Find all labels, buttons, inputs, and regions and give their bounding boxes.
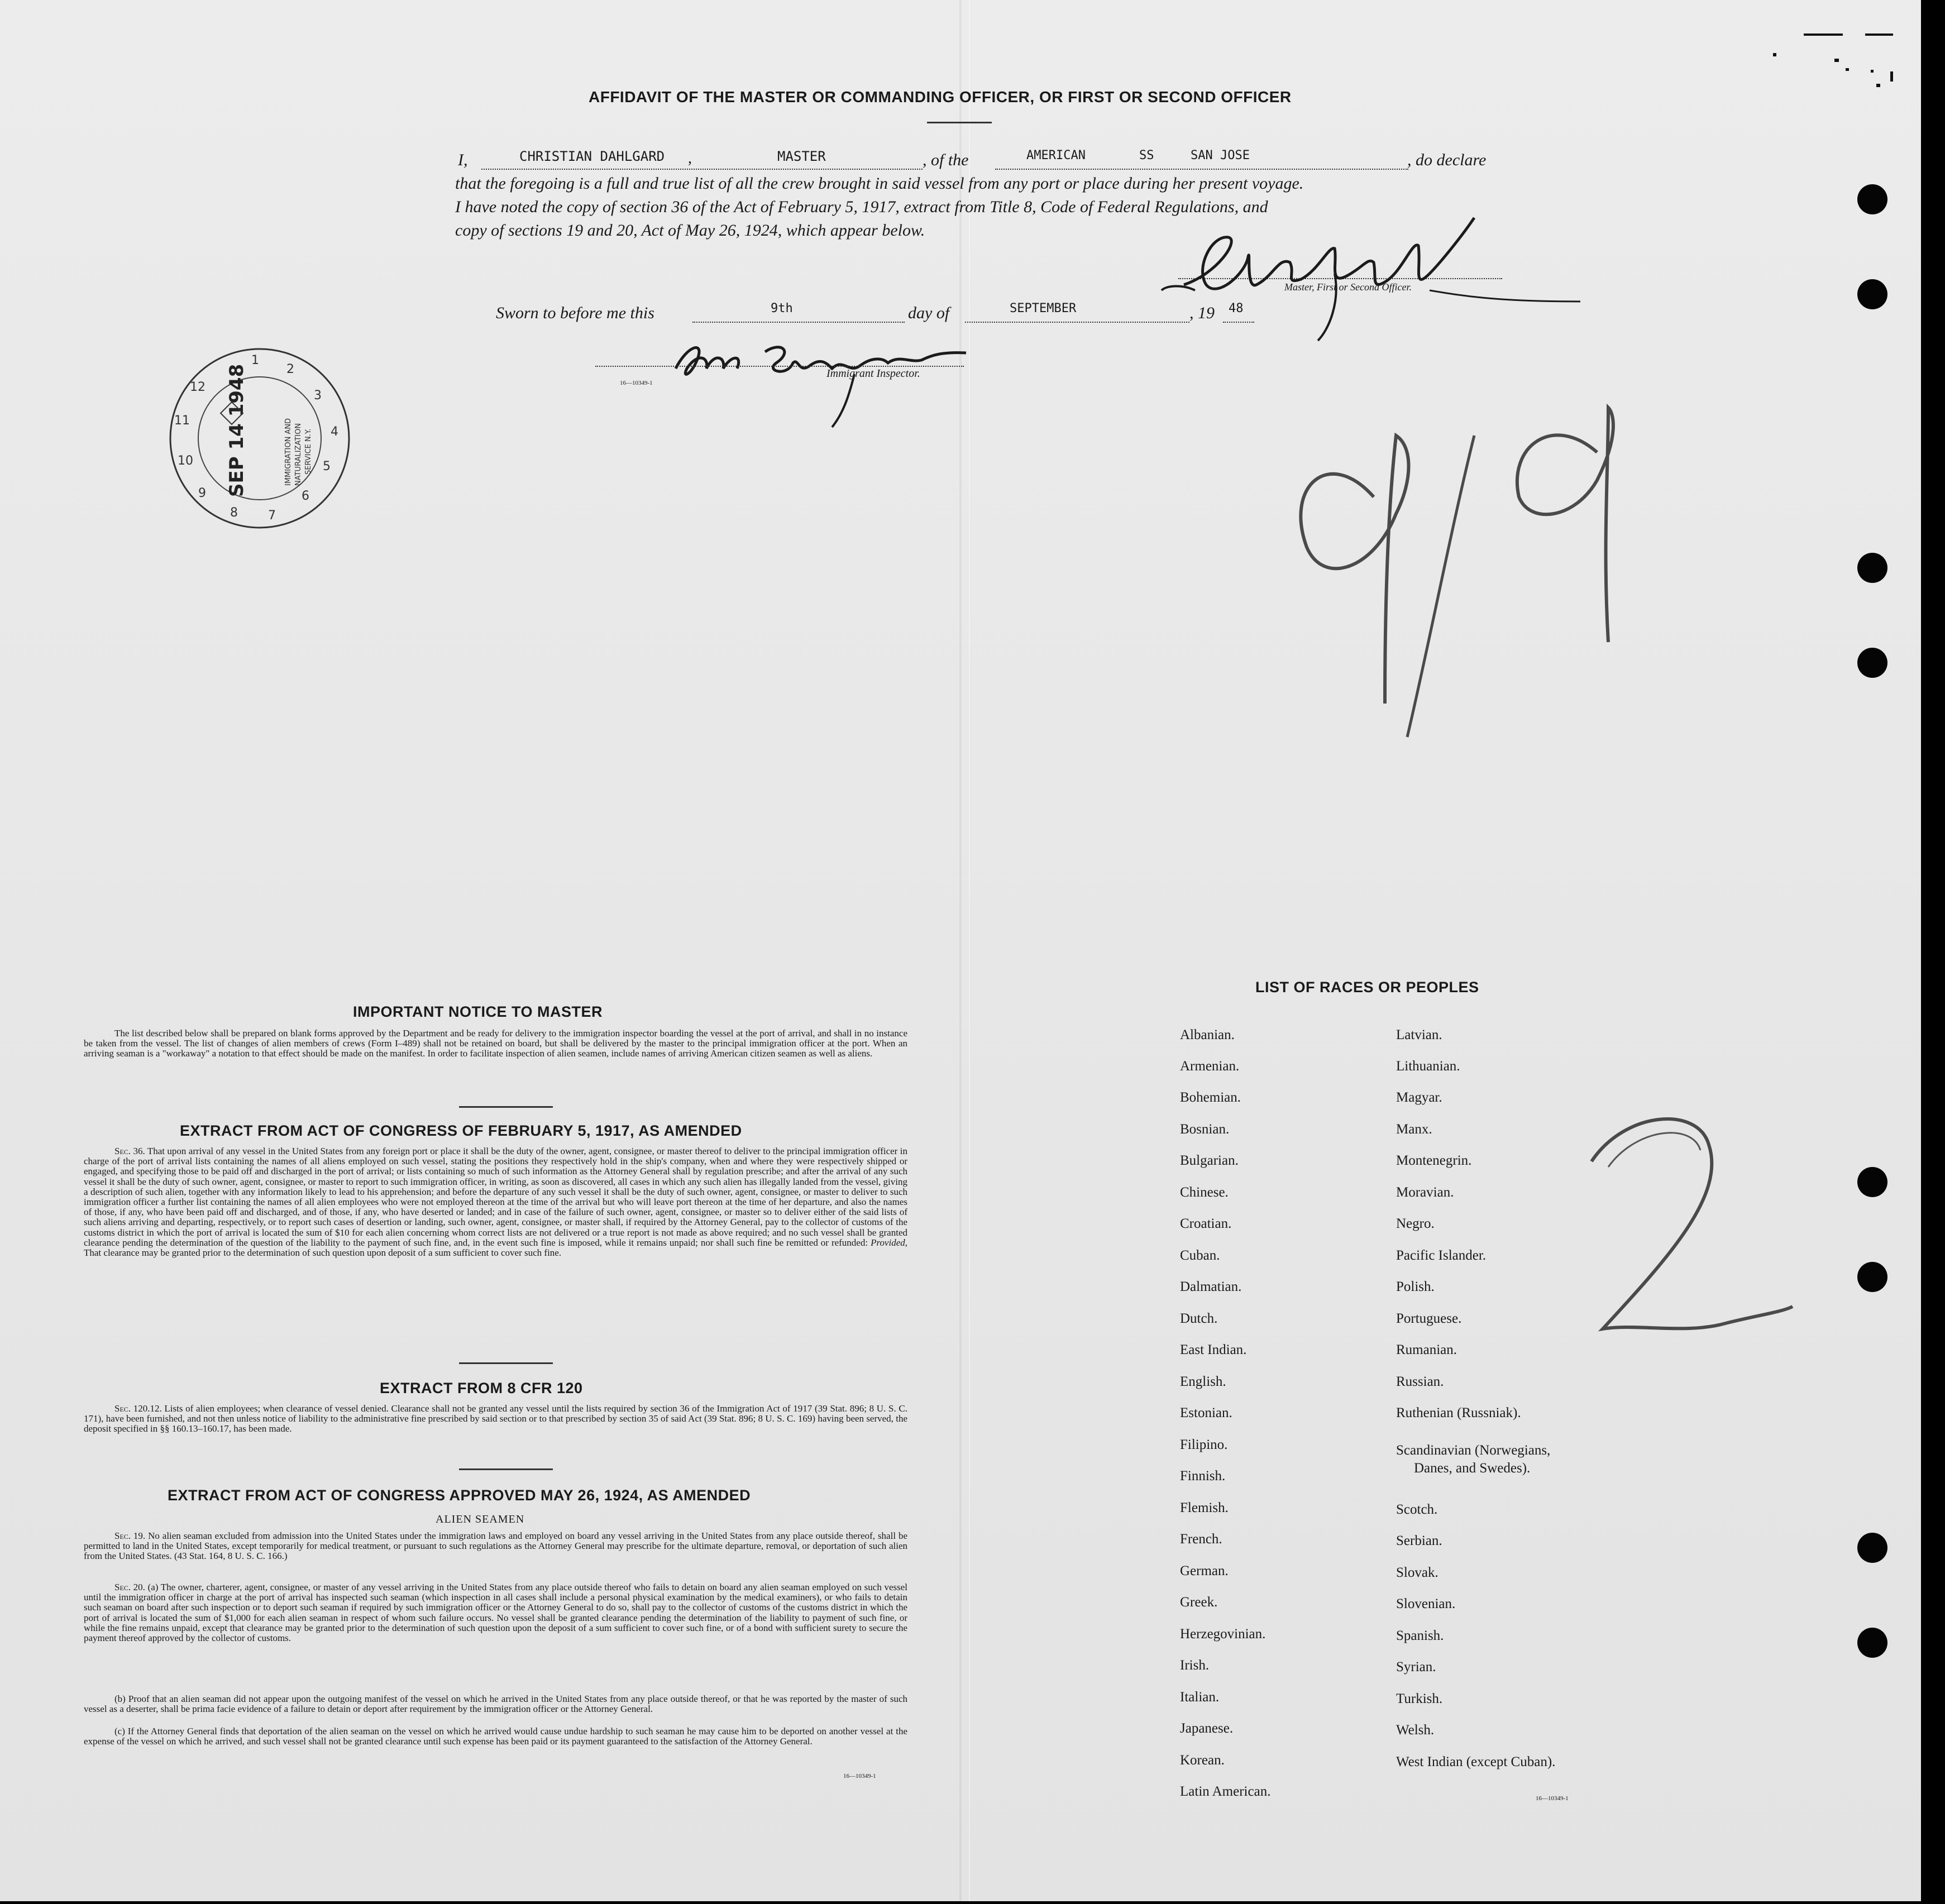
punch-hole xyxy=(1857,184,1887,214)
form-number-top: 16—10349-1 xyxy=(620,380,653,386)
race-item: Spanish. xyxy=(1396,1628,1444,1643)
svg-text:1: 1 xyxy=(251,353,259,367)
svg-text:6: 6 xyxy=(302,489,309,503)
race-item: Slovak. xyxy=(1396,1565,1439,1580)
race-item: East Indian. xyxy=(1180,1342,1247,1357)
punch-hole xyxy=(1857,648,1887,678)
race-item: Ruthenian (Russniak). xyxy=(1396,1405,1521,1420)
svg-text:5: 5 xyxy=(323,460,331,473)
punch-hole xyxy=(1857,279,1887,309)
race-item: Danes, and Swedes). xyxy=(1414,1461,1531,1476)
punch-hole xyxy=(1857,1167,1887,1197)
extract-1924-title: EXTRACT FROM ACT OF CONGRESS APPROVED MAY 26, 1924, AS AMENDED xyxy=(168,1487,751,1504)
race-item: Estonian. xyxy=(1180,1405,1232,1420)
extract-cfr-title: EXTRACT FROM 8 CFR 120 xyxy=(380,1380,583,1396)
document-page: AFFIDAVIT OF THE MASTER OR COMMANDING OFFICER, OR FIRST OR SECOND OFFICER I, CHRISTIAN DAHLGARD , MASTER , of the AMERICAN SS SAN JOSE , do declare that the foregoing is a full and true list of all the crew brought in said vessel from any port or place during her present voyage. I have noted the copy of section 36 of the Act of February 5, 1917, extract from Title 8, Code of Federal Regulations, and copy of sections 19 and 20, Act of May 26, 1924, which appear below. Master, First or Second Officer. Sworn to before me this 9th day of SEPTEMBER , 19 48 Immigrant Inspector. 16—10349-1 1 2 3 4 5 6 7 8 9 10 11 12 SEP 14 1948 IMMIGRATION AND NATURALIZATION SERVICE N.Y. IMPORTANT NOTICE TO MASTER The list described below shall be prepared on blank forms approved by the Department and be ready for delivery to the immigration inspector boarding the vessel at the port of arrival, and shall in no instance be taken from the vessel. The list of changes of alien members of crews (Form I–489) shall not be retained on board, but shall be delivered by the master to the principal immigration officer at the port. When an arriving seaman is a "workaway" a notation to that effect should be made on the manifest. In order to facilitate inspection of alien seamen, include names of arriving American citizen seamen as well as aliens. EXTRACT FROM ACT OF CONGRESS OF FEBRUARY 5, 1917, AS AMENDED Sec. 36. That upon arrival of any vessel in the United States from any foreign port or place it shall be the duty of the owner, agent, consignee, or master thereof to deliver to the principal immigration officer in charge of the port of arrival lists containing the names of all aliens employed on such vessel, stating the positions they respectively hold in the ship's company, when and where they were respectively shipped or engaged, and specifying those to be paid off and discharged in the port of arrival; or lists containing so much of such information as the Attorney General shall by regulation prescribe; and after the arrival of any such vessel it shall be the duty of such owner, agent, consignee, or master to report to such immigration officer, in writing, as soon as discovered, all cases in which any such alien has illegally landed from the vessel, giving a description of such alien, together with any information likely to lead to his apprehension; and before the departure of any such vessel it shall be the duty of such owner, agent, consignee, or master to deliver to such immigration officer a further list containing the names of all alien employees who were not employed thereon at the time of the arrival but who will leave port thereon at the time of her departure, and also the names of those, if any, who have been paid off and discharged, and of those, if any, who have deserted or landed; and in case of the failure of such owner, agent, consignee, or master so to deliver either of the said lists of such aliens arriving and departing, respectively, or to report such cases of desertion or landing, such owner, agent, consignee, or master shall, if required by the Attorney General, pay to the collector of customs of the customs district in which the port of arrival is located the sum of $10 for each alien concerning whom correct lists are not delivered or a true report is not made as above required; and no such vessel shall be granted clearance pending the determination of the question of the liability to the payment of such fine, and, in the event such fine is imposed, while it remains unpaid; nor shall such fine be remitted or refunded: Provided, That clearance may be granted prior to the determination of such question upon deposit of a sum sufficient to cover such fine. EXTRACT FROM 8 CFR 120 Sec. 120.12. Lists of alien employees; when clearance of vessel denied. Clearance shall not be granted any vessel until the lists required by section 36 of the Immigration Act of 1917 (39 Stat. 896; 8 U. S. C. 171), have been furnished, and not then unless notice of liability to the administrative fine prescribed by said section or to that prescribed by section 35 of said Act (39 Stat. 896; 8 U. S. C. 169) having been served, the deposit specified in §§ 160.13–160.17, has been made. EXTRACT FROM ACT OF CONGRESS APPROVED MAY 26, 1924, AS AMENDED ALIEN SEAMEN Sec. 19. No alien seaman excluded from admission into the United States under the immigration laws and employed on board any vessel arriving in the United States from any place outside thereof, shall be permitted to land in the United States, except temporarily for medical treatment, or pursuant to such regulations as the Attorney General may prescribe for the ultimate departure, removal, or deportation of such alien from the United States. (43 Stat. 164, 8 U. S. C. 166.) Sec. 20. (a) The owner, charterer, agent, consignee, or master of any vessel arriving in the United States from any place outside thereof who fails to detain on board any alien seaman employed on such vessel until the immigration officer in charge at the port of arrival has inspected such seaman (which inspection in all cases shall include a personal physical examination by the medical examiners), or who fails to detain such seaman on board after such inspection or to deport such seaman if required by such immigration officer or the Attorney General to do so, shall pay to the collector of customs of the customs district in which the port of arrival is located the sum of $1,000 for each alien seaman in respect of whom such failure occurs. No vessel shall be granted clearance pending the determination of the liability to payment of such fine, or while the fine remains unpaid, except that clearance may be granted prior to the determination of such question upon the deposit of a sum sufficient to cover such fine, or of a bond with sufficient surety to secure the payment thereof approved by the collector of customs. (b) Proof that an alien seaman did not appear upon the outgoing manifest of the vessel on which he arrived in the United States from any place outside thereof, or that he was reported by the master of such vessel as a deserter, shall be prima facie evidence of a failure to detain or deport after requirement by the immigration officer or the Attorney General. (c) If the Attorney General finds that deportation of the alien seaman on the vessel on which he arrived would cause undue hardship to such seaman he may cause him to be deported on another vessel at the expense of the vessel on which he arrived, and such vessel shall not be granted clearance until such expense has been paid or its payment guaranteed to the satisfaction of the Attorney General. 16—10349-1 LIST OF RACES OR PEOPLES Albanian. Armenian. Bohemian. Bosnian. Bulgarian. Chinese. Croatian. Cuban. Dalmatian. Dutch. East Indian. English. Estonian. Filipino. Finnish. Flemish. French. German. Greek. Herzegovinian. Irish. Italian. Japanese. Korean. Latin American. Latvian. Lithuanian. Magyar. Manx. Montenegrin. Moravian. Negro. Pacific Islander. Polish. Portuguese. Rumanian. Russian. Ruthenian (Russniak). Scandinavian (Norwegians, Danes, and Swedes). Scotch. Serbian. Slovak. Slovenian. Spanish. Syrian. Turkish. Welsh. West Indian (except Cuban). 16—10349-1 xyxy=(0,0,1921,1901)
declaration-line-3: I have noted the copy of section 36 of the Act of February 5, 1917, extract from Title 8, Code of Federal Regulations, and xyxy=(455,198,1268,216)
race-item: Manx. xyxy=(1396,1122,1432,1137)
master-signature xyxy=(1150,207,1586,352)
svg-text:SERVICE N.Y.: SERVICE N.Y. xyxy=(304,428,313,475)
svg-text:12: 12 xyxy=(190,380,206,394)
race-item: Bohemian. xyxy=(1180,1090,1241,1105)
sworn-month: SEPTEMBER xyxy=(1010,302,1077,315)
race-item: French. xyxy=(1180,1532,1222,1547)
declaration-line-2: that the foregoing is a full and true list of all the crew brought in said vessel from any port or place during her present voyage. xyxy=(455,174,1304,193)
divider xyxy=(459,1362,553,1364)
divider xyxy=(459,1468,553,1470)
form-number-right: 16—10349-1 xyxy=(1536,1795,1569,1802)
race-item: Scandinavian (Norwegians, xyxy=(1396,1443,1551,1458)
race-item: Cuban. xyxy=(1180,1248,1220,1263)
svg-text:4: 4 xyxy=(331,425,338,439)
svg-text:8: 8 xyxy=(230,506,238,520)
extract-cfr-text: Sec. 120.12. Lists of alien employees; when clearance of vessel denied. Clearance shall not be granted any vessel until the lists required by section 36 of the Immigration Act of 1917 (39 Stat. 896; 8 U. S. C. 171), have been furnished, and not then unless notice of liability to the administrative fine prescribed by said section or to that prescribed by section 35 of said Act (39 Stat. 896; 8 U. S. C. 169) having been served, the deposit specified in §§ 160.13–160.17, has been made. xyxy=(84,1403,907,1434)
race-item: Dutch. xyxy=(1180,1311,1218,1326)
center-fold xyxy=(959,0,962,1901)
race-item: Herzegovinian. xyxy=(1180,1626,1266,1642)
race-item: Polish. xyxy=(1396,1279,1435,1294)
notice-title: IMPORTANT NOTICE TO MASTER xyxy=(353,1003,603,1020)
race-item: Korean. xyxy=(1180,1753,1225,1768)
punch-hole xyxy=(1857,1262,1887,1292)
form-number-left: 16—10349-1 xyxy=(843,1773,876,1779)
race-item: Latin American. xyxy=(1180,1784,1271,1799)
divider xyxy=(459,1106,553,1108)
declaration-i: I, xyxy=(458,151,468,169)
race-item: Greek. xyxy=(1180,1595,1218,1610)
master-name: CHRISTIAN DAHLGARD xyxy=(519,149,665,164)
race-item: Welsh. xyxy=(1396,1723,1435,1738)
race-item: Scotch. xyxy=(1396,1502,1438,1517)
notice-text: The list described below shall be prepared on blank forms approved by the Department and be ready for delivery to the immigration inspector boarding the vessel at the port of arrival, and shall in no instance be taken from the vessel. The list of changes of alien members of crews (Form I–489) shall not be retained on board, but shall be delivered by the master to the principal immigration officer at the port. When an arriving seaman is a "workaway" a notation to that effect should be made on the manifest. In order to facilitate inspection of alien seamen, include names of arriving American citizen seamen as well as aliens. xyxy=(84,1028,907,1059)
race-item: Dalmatian. xyxy=(1180,1279,1242,1294)
svg-text:NATURALIZATION: NATURALIZATION xyxy=(294,423,303,486)
race-item: Portuguese. xyxy=(1396,1311,1462,1326)
punch-hole xyxy=(1857,1533,1887,1563)
extract-1924-sec19: Sec. 19. No alien seaman excluded from admission into the United States under the immigration laws and employed on board any vessel arriving in the United States from any place outside thereof, shall be permitted to land in the United States, except temporarily for medical treatment, or pursuant to such regulations as the Attorney General may prescribe for the ultimate departure, removal, or deportation of such alien from the United States. (43 Stat. 164, 8 U. S. C. 166.) xyxy=(84,1530,907,1562)
svg-text:IMMIGRATION AND: IMMIGRATION AND xyxy=(284,418,293,486)
race-item: Serbian. xyxy=(1396,1533,1442,1548)
master-rank: MASTER xyxy=(777,149,826,164)
race-item: Syrian. xyxy=(1396,1659,1436,1675)
race-item: Bulgarian. xyxy=(1180,1153,1239,1168)
race-item: Flemish. xyxy=(1180,1500,1229,1515)
extract-1924-subtitle: ALIEN SEAMEN xyxy=(436,1513,525,1525)
declaration-line-4: copy of sections 19 and 20, Act of May 26, 1924, which appear below. xyxy=(455,221,925,240)
race-item: Finnish. xyxy=(1180,1468,1226,1484)
race-item: Moravian. xyxy=(1396,1185,1454,1200)
svg-text:10: 10 xyxy=(178,454,193,468)
svg-text:3: 3 xyxy=(314,389,322,403)
race-item: West Indian (except Cuban). xyxy=(1396,1754,1556,1769)
inspector-signature xyxy=(653,324,988,436)
race-item: Montenegrin. xyxy=(1396,1153,1472,1168)
affidavit-title: AFFIDAVIT OF THE MASTER OR COMMANDING OFFICER, OR FIRST OR SECOND OFFICER xyxy=(589,88,1292,106)
race-item: Filipino. xyxy=(1180,1437,1228,1452)
race-item: Russian. xyxy=(1396,1374,1444,1389)
race-item: Slovenian. xyxy=(1396,1596,1456,1611)
race-item: Croatian. xyxy=(1180,1216,1232,1231)
sworn-year: 48 xyxy=(1229,302,1244,315)
race-item: Bosnian. xyxy=(1180,1122,1230,1137)
race-item: Magyar. xyxy=(1396,1090,1442,1105)
race-item: Turkish. xyxy=(1396,1691,1443,1706)
center-fold-highlight xyxy=(969,0,970,1901)
race-item: Lithuanian. xyxy=(1396,1059,1460,1074)
punch-hole xyxy=(1857,1628,1887,1658)
race-item: Irish. xyxy=(1180,1658,1210,1673)
svg-text:9: 9 xyxy=(198,486,206,500)
vessel-nationality: AMERICAN xyxy=(1026,149,1086,162)
extract-1924-sec20c: (c) If the Attorney General finds that deportation of the alien seaman on the vessel on which he arrived would cause undue hardship to such seaman he may cause him to be deported on another vessel at the expense of the vessel on which he arrived, and such vessel shall not be granted clearance until such expense has been paid or its payment guaranteed to the satisfaction of the Attorney General. xyxy=(84,1726,907,1747)
extract-1924-sec20b: (b) Proof that an alien seaman did not appear upon the outgoing manifest of the vessel on which he arrived in the United States from any place outside thereof, or that he was reported by the master of such vessel as a deserter, shall be prima facie evidence of a failure to detain or deport after requirement by the immigration officer or the Attorney General. xyxy=(84,1693,907,1715)
race-item: Pacific Islander. xyxy=(1396,1248,1487,1263)
vessel-type: SS xyxy=(1139,149,1154,162)
vessel-name: SAN JOSE xyxy=(1191,149,1250,162)
race-item: Chinese. xyxy=(1180,1185,1229,1200)
punch-hole xyxy=(1857,553,1887,583)
extract-1924-sec20a: Sec. 20. (a) The owner, charterer, agent, consignee, or master of any vessel arriving in the United States from any place outside thereof who fails to detain on board any alien seaman employed on such vessel until the immigration officer in charge at the port of arrival has inspected such seaman (which inspection in all cases shall include a personal physical examination by the medical examiners), or who fails to detain such seaman on board after such inspection or to deport such seaman if required by such immigration officer or the Attorney General to do so, shall pay to the collector of customs of the customs district in which the port of arrival is located the sum of $1,000 for each alien seaman in respect of whom such failure occurs. No vessel shall be granted clearance pending the determination of the liability to payment of such fine, or while the fine remains unpaid, except that clearance may be granted prior to the determination of such question upon the deposit of a sum sufficient to cover such fine, or of a bond with sufficient surety to secure the payment thereof approved by the collector of customs. xyxy=(84,1582,907,1644)
svg-text:2: 2 xyxy=(286,362,294,376)
master-caption: Master, First or Second Officer. xyxy=(1284,281,1412,293)
svg-text:SEP 14 1948: SEP 14 1948 xyxy=(226,363,248,497)
race-item: Negro. xyxy=(1396,1216,1435,1231)
title-divider xyxy=(927,122,992,123)
race-item: Latvian. xyxy=(1396,1027,1442,1042)
race-item: Italian. xyxy=(1180,1690,1220,1705)
races-title: LIST OF RACES OR PEOPLES xyxy=(1255,979,1479,996)
race-item: English. xyxy=(1180,1374,1226,1389)
race-item: Albanian. xyxy=(1180,1027,1235,1042)
race-item: Japanese. xyxy=(1180,1721,1234,1736)
race-item: German. xyxy=(1180,1563,1229,1578)
extract-1917-text: Sec. 36. That upon arrival of any vessel in the United States from any foreign port or place it shall be the duty of the owner, agent, consignee, or master thereof to deliver to the principal immigration officer in charge of the port of arrival lists containing the names of all aliens employed on such vessel, stating the positions they respectively hold in the ship's company, when and where they were respectively shipped or engaged, and specifying those to be paid off and discharged in the port of arrival; or lists containing so much of such information as the Attorney General shall by regulation prescribe; and after the arrival of any such vessel it shall be the duty of such owner, agent, consignee, or master to report to such immigration officer, in writing, as soon as discovered, all cases in which any such alien has illegally landed from the vessel, giving a description of such alien, together with any information likely to lead to his apprehension; and before the departure of any such vessel it shall be the duty of such owner, agent, consignee, or master to deliver to such immigration officer a further list containing the names of all alien employees who were not employed thereon at the time of the arrival but who will leave port thereon at the time of her departure, and also the names of those, if any, who have been paid off and discharged, and of those, if any, who have deserted or landed; and in case of the failure of such owner, agent, consignee, or master so to deliver either of the said lists of such aliens arriving and departing, respectively, or to report such cases of desertion or landing, such owner, agent, consignee, or master shall, if required by the Attorney General, pay to the collector of customs of the customs district in which the port of arrival is located the sum of $10 for each alien concerning whom correct lists are not delivered or a true report is not made as above required; and no such vessel shall be granted clearance pending the determination of the question of the liability to the payment of such fine, and, in the event such fine is imposed, while it remains unpaid; nor shall such fine be remitted or refunded: Provided, That clearance may be granted prior to the determination of such question upon deposit of a sum sufficient to cover such fine. xyxy=(84,1146,907,1259)
race-item: Armenian. xyxy=(1180,1059,1240,1074)
race-item: Rumanian. xyxy=(1396,1342,1457,1357)
inspector-caption: Immigrant Inspector. xyxy=(826,367,920,380)
svg-text:7: 7 xyxy=(268,509,276,523)
sworn-day: 9th xyxy=(771,302,793,315)
extract-1917-title: EXTRACT FROM ACT OF CONGRESS OF FEBRUARY 5, 1917, AS AMENDED xyxy=(180,1122,742,1139)
svg-text:11: 11 xyxy=(174,414,190,428)
